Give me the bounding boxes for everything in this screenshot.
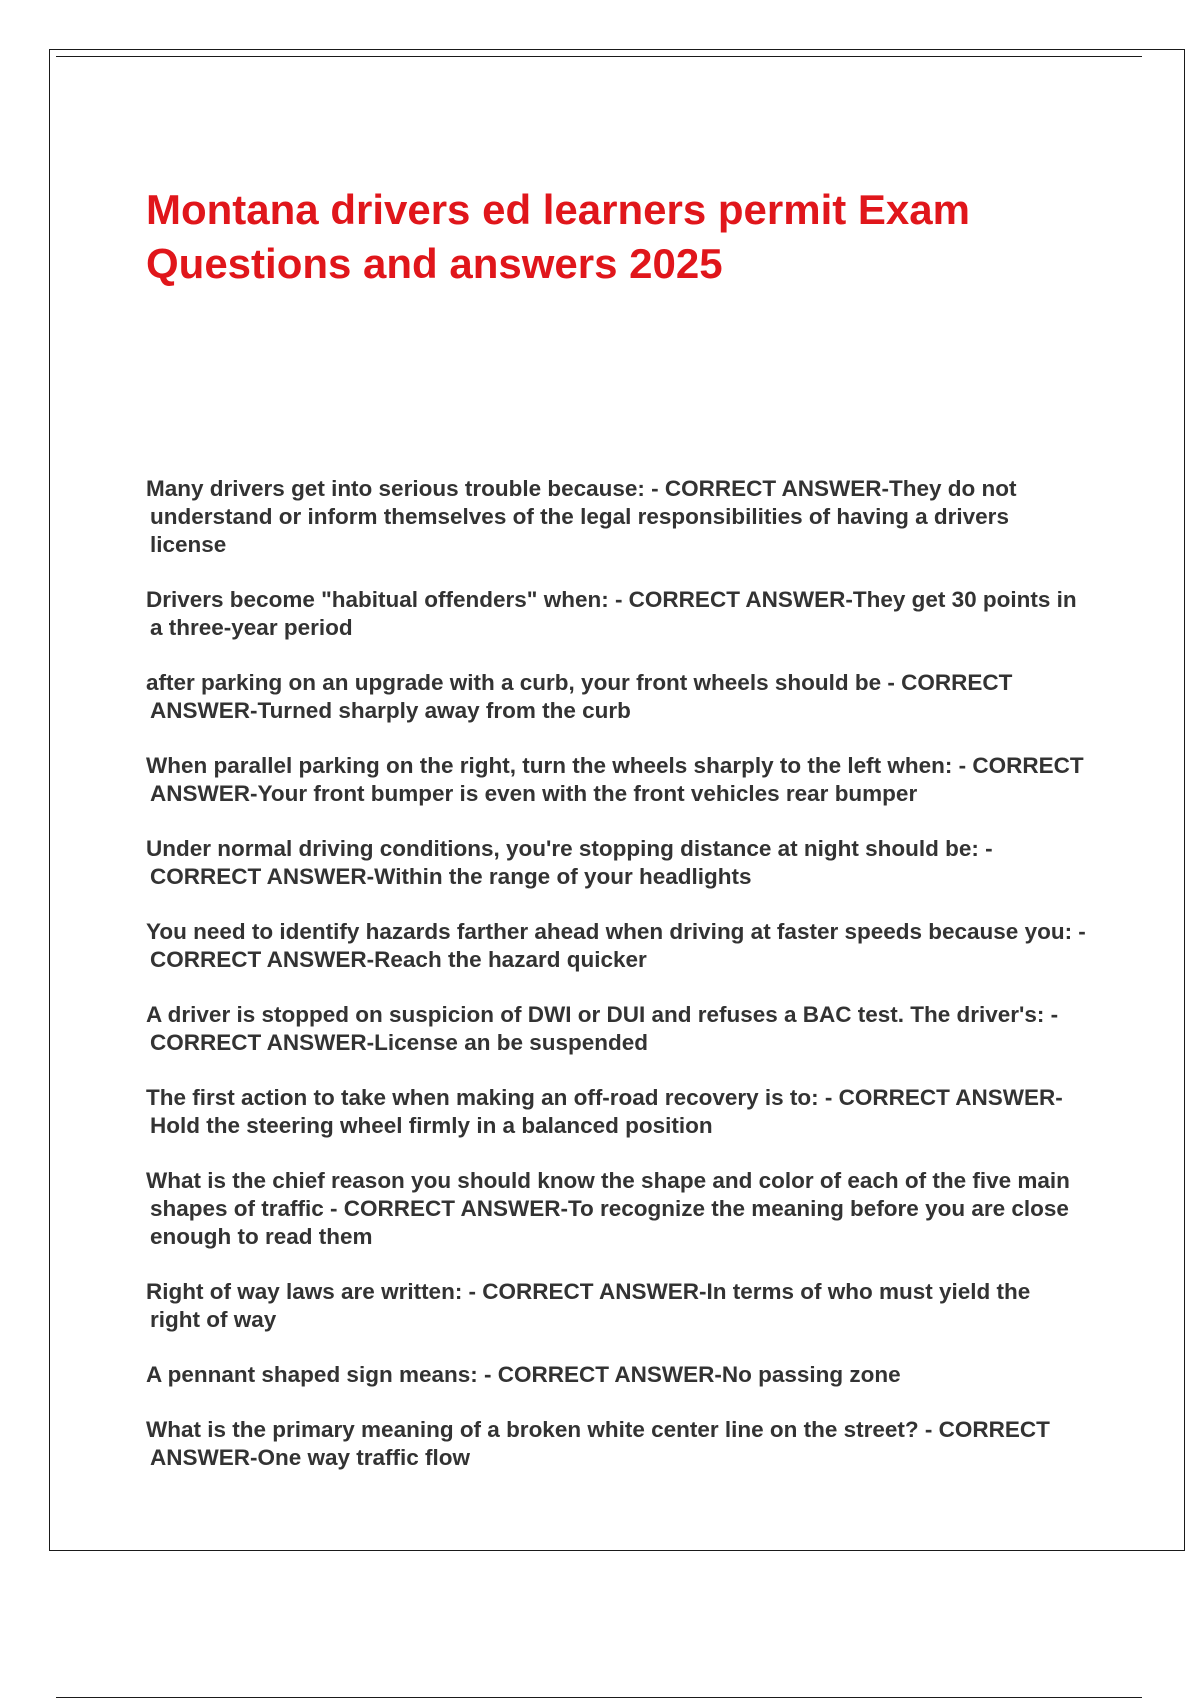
qa-list bbox=[146, 475, 1086, 1499]
document-title: Montana drivers ed learners permit Exam Questions and answers 2025 bbox=[146, 186, 970, 287]
bottom-rule bbox=[56, 1697, 1142, 1698]
qa-item: A driver is stopped on suspicion of DWI or DUI and refuses a BAC test. The driver's: - CORRECT ANSWER-License an be suspended bbox=[146, 1002, 1059, 1055]
qa-item: You need to identify hazards farther ahead when driving at faster speeds because you: - CORRECT ANSWER-Reach the hazard quicker bbox=[146, 919, 1086, 972]
qa-item: The first action to take when making an off-road recovery is to: - CORRECT ANSWER-Hold the steering wheel firmly in a balanced position bbox=[146, 1085, 1063, 1138]
qa-item: Many drivers get into serious trouble because: - CORRECT ANSWER-They do not understand or inform themselves of the legal responsibilities of having a drivers license bbox=[146, 476, 1017, 557]
qa-item: Under normal driving conditions, you're stopping distance at night should be: - CORRECT ANSWER-Within the range of your headlights bbox=[146, 836, 993, 889]
qa-item: after parking on an upgrade with a curb, your front wheels should be - CORRECT ANSWER-Turned sharply away from the curb bbox=[146, 670, 1013, 723]
qa-item: A pennant shaped sign means: - CORRECT ANSWER-No passing zone bbox=[146, 1362, 901, 1387]
qa-item: Drivers become "habitual offenders" when: - CORRECT ANSWER-They get 30 points in a three-year period bbox=[146, 587, 1077, 640]
qa-item: Right of way laws are written: - CORRECT ANSWER-In terms of who must yield the right of way bbox=[146, 1279, 1031, 1332]
qa-item: What is the chief reason you should know the shape and color of each of the five main shapes of traffic - CORRECT ANSWER-To recognize the meaning before you are close enough to read them bbox=[146, 1168, 1070, 1249]
qa-item: When parallel parking on the right, turn the wheels sharply to the left when: - CORRECT ANSWER-Your front bumper is even with the front vehicles rear bumper bbox=[146, 753, 1084, 806]
qa-item: What is the primary meaning of a broken white center line on the street? - CORRECT ANSWER-One way traffic flow bbox=[146, 1417, 1050, 1470]
